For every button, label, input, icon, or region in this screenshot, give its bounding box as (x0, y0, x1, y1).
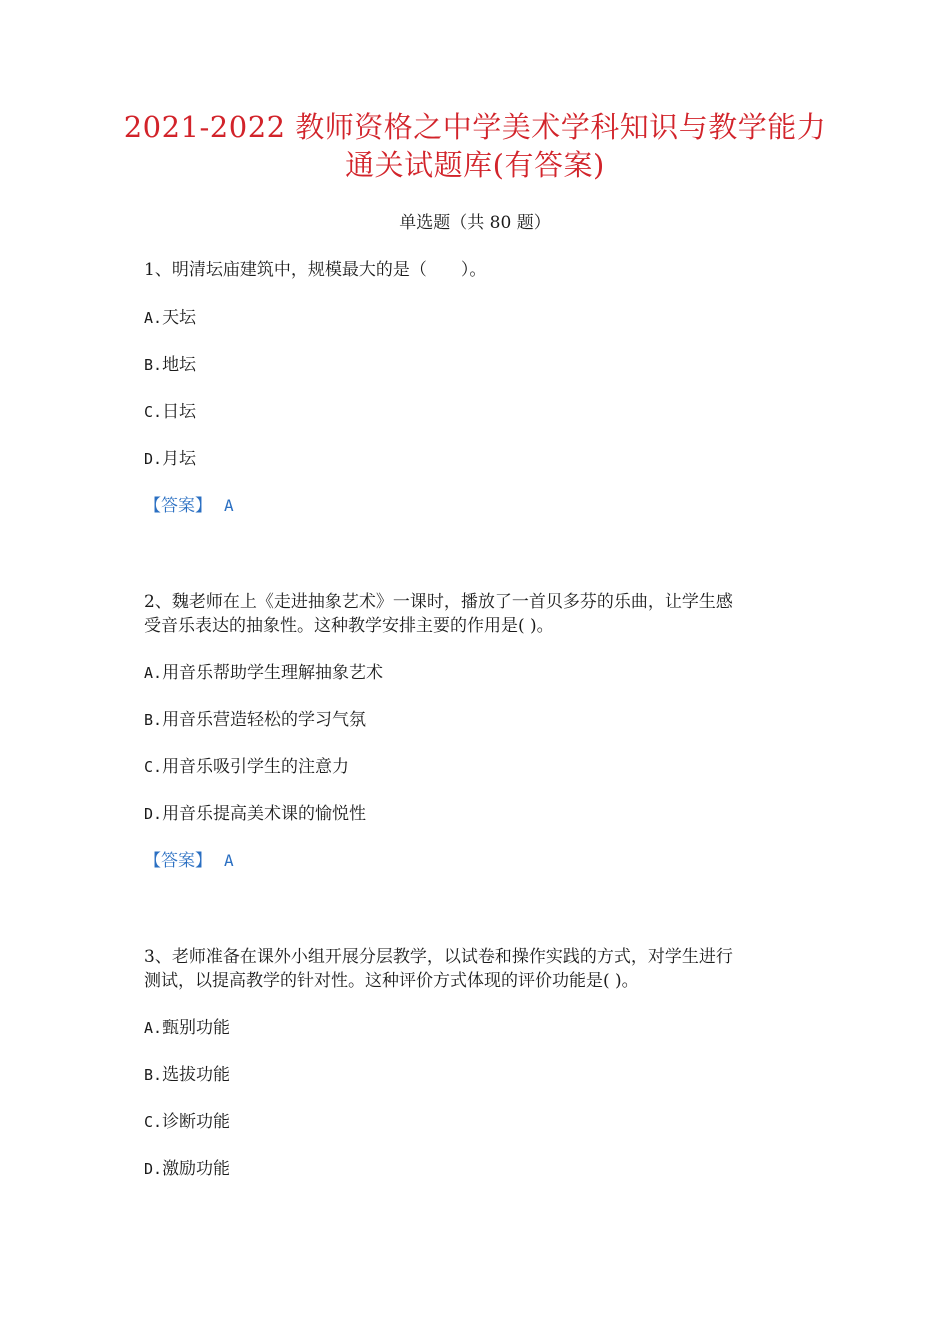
question-2-option-c (144, 755, 349, 779)
option-letter: D. (144, 805, 163, 823)
option-letter: A. (144, 309, 163, 327)
option-letter: A. (144, 1019, 163, 1037)
question-1-option-c (144, 400, 196, 424)
option-text: 选拔功能 (162, 1065, 231, 1085)
title-line-2: 通关试题库(有答案) (345, 148, 605, 182)
option-text: 用音乐提高美术课的愉悦性 (162, 804, 367, 824)
option-letter: B. (144, 356, 163, 374)
option-text: 用音乐帮助学生理解抽象艺术 (162, 663, 384, 683)
answer-value: A (224, 851, 234, 870)
option-text: 诊断功能 (162, 1112, 231, 1132)
option-letter: C. (144, 1113, 163, 1131)
question-2-answer (144, 849, 234, 873)
option-text: 天坛 (162, 308, 197, 328)
document-title (100, 108, 850, 184)
option-letter: D. (144, 450, 163, 468)
option-letter: C. (144, 403, 163, 421)
answer-value: A (224, 496, 234, 515)
question-1-option-d (144, 447, 196, 471)
question-2-stem-line-2: 受音乐表达的抽象性。这种教学安排主要的作用是( )。 (144, 616, 554, 636)
option-text: 日坛 (162, 402, 197, 422)
option-letter: C. (144, 758, 163, 776)
question-1-stem: 1、明清坛庙建筑中，规模最大的是（ ）。 (144, 260, 487, 280)
option-letter: B. (144, 711, 163, 729)
question-3-option-b (144, 1063, 230, 1087)
question-3-option-a (144, 1016, 230, 1040)
option-text: 地坛 (162, 355, 197, 375)
section-heading: 单选题（共 80 题） (399, 213, 551, 233)
option-text: 激励功能 (162, 1159, 231, 1179)
question-2-option-d (144, 802, 366, 826)
question-3-option-c (144, 1110, 230, 1134)
option-letter: A. (144, 664, 163, 682)
question-1-option-a (144, 306, 196, 330)
question-2-option-a (144, 661, 383, 685)
option-text: 用音乐吸引学生的注意力 (162, 757, 350, 777)
question-3-option-d (144, 1157, 230, 1181)
option-text: 甄别功能 (162, 1018, 231, 1038)
option-letter: D. (144, 1160, 163, 1178)
option-letter: B. (144, 1066, 163, 1084)
option-text: 用音乐营造轻松的学习气氛 (162, 710, 367, 730)
question-2-stem-line-1: 2、魏老师在上《走进抽象艺术》一课时，播放了一首贝多芬的乐曲，让学生感 (144, 592, 733, 612)
option-text: 月坛 (162, 449, 197, 469)
question-2-option-b (144, 708, 366, 732)
question-3-stem-line-2: 测试，以提高教学的针对性。这种评价方式体现的评价功能是( )。 (144, 971, 639, 991)
answer-label: 【答案】 (144, 851, 212, 871)
question-1-option-b (144, 353, 196, 377)
question-3-stem-line-1: 3、老师准备在课外小组开展分层教学，以试卷和操作实践的方式，对学生进行 (144, 947, 733, 967)
question-1-answer (144, 494, 234, 518)
title-line-1: 2021-2022 教师资格之中学美术学科知识与教学能力 (123, 110, 827, 144)
answer-label: 【答案】 (144, 496, 212, 516)
